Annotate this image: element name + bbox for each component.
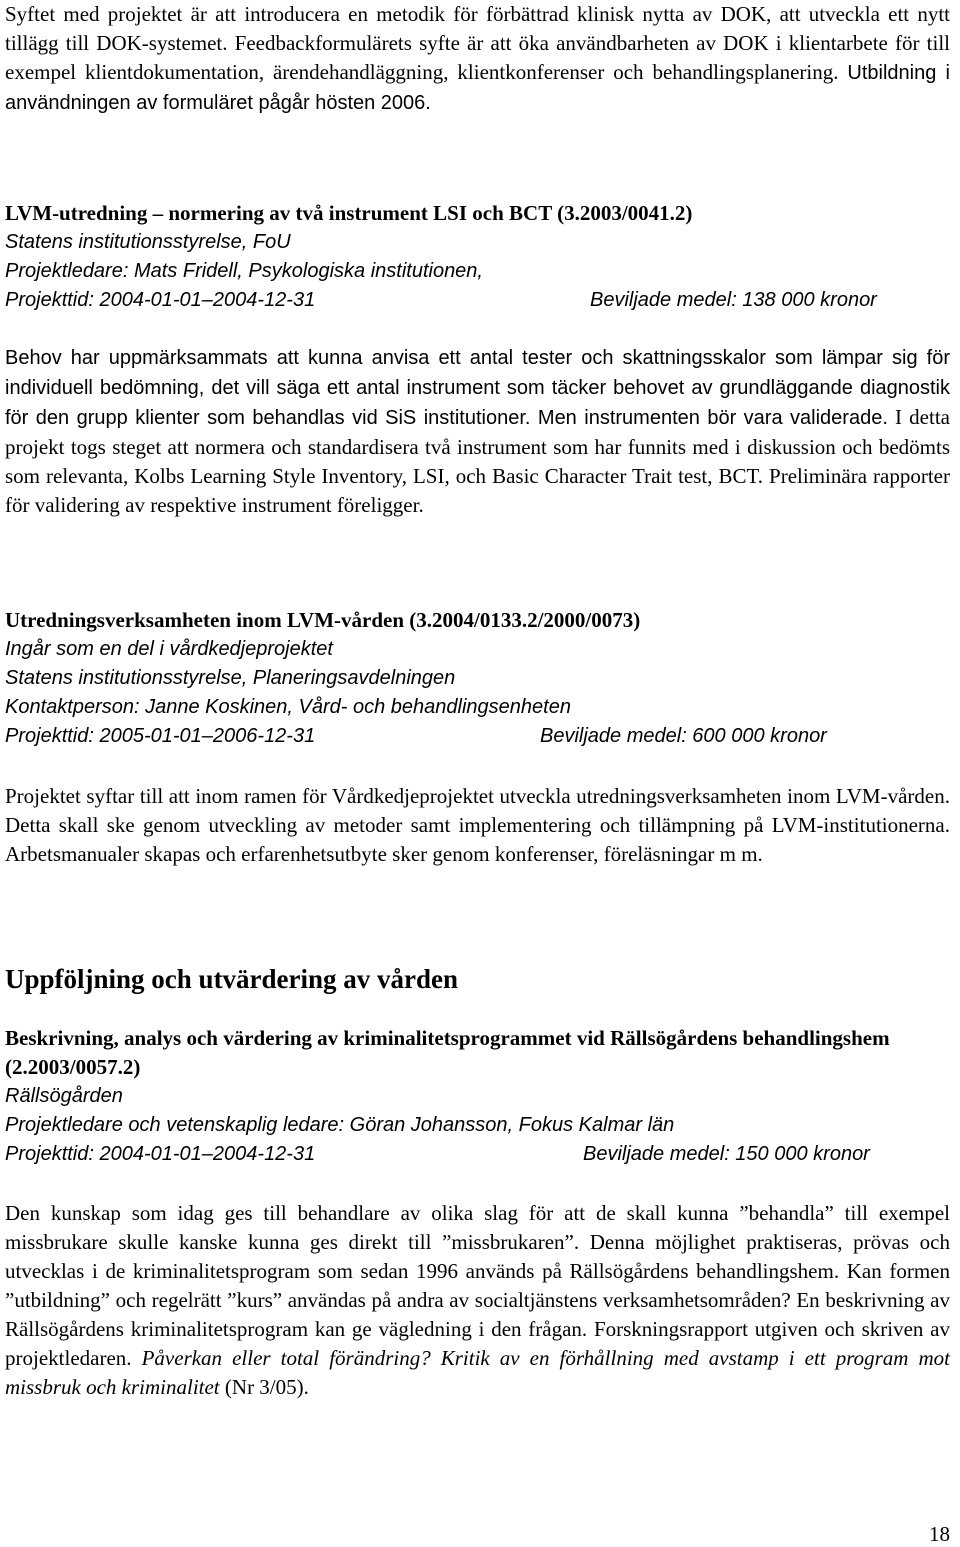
intro-paragraph: [5, 0, 950, 118]
project-utredningsverksamheten: [5, 606, 950, 751]
project-period: Projekttid: 2005-01-01–2006-12-31: [5, 725, 316, 747]
intro-text: Syftet med projektet är att introducera en metodik för förbättrad klinisk nytta av DOK, att utveckla ett nytt tillägg till DOK-systemet. Feedbackformulärets syfte är att öka användbarheten av DOK i klientarbete för till exempel klientdokumentation, ärendehandläggning, klientkonferenser och behandlingsplanering.: [5, 2, 950, 84]
project-funds: Beviljade medel: 600 000 kronor: [540, 725, 827, 747]
project-contact: Kontaktperson: Janne Koskinen, Vård- och behandlingsenheten: [5, 696, 571, 718]
project-organisation: Rällsögården: [5, 1085, 123, 1107]
project-organisation: Statens institutionsstyrelse, Planeringsavdelningen: [5, 667, 456, 689]
project-period: Projekttid: 2004-01-01–2004-12-31: [5, 1143, 316, 1165]
project-period-row: [5, 286, 950, 315]
project-period: Projekttid: 2004-01-01–2004-12-31: [5, 289, 316, 311]
report-number: (Nr 3/05).: [224, 1375, 309, 1399]
report-title: Påverkan eller total förändring? Kritik av en förhållning med avstamp i ett program mot missbruk och kriminalitet: [5, 1346, 951, 1399]
project-utredning-description: [5, 782, 950, 869]
project-title: Beskrivning, analys och värdering av kriminalitetsprogrammet vid Rällsögårdens behandlingshem (2.2003/0057.2): [5, 1026, 890, 1079]
project-lvm-description: [5, 343, 950, 520]
project-description-part2: I detta projekt togs steget att normera och standardisera två instrument som har funnits med i diskussion och bedömts som relevanta, Kolbs Learning Style Inventory, LSI, och Basic Character Trait test, BCT. Preliminära rapporter för validering av respektive instrument föreligger.: [5, 405, 950, 517]
project-rallsogarden-description: [5, 1199, 950, 1402]
section-heading-block: [5, 962, 950, 996]
project-funds: Beviljade medel: 138 000 kronor: [590, 289, 877, 311]
project-lvm-utredning: [5, 199, 950, 315]
project-title: LVM-utredning – normering av två instrument LSI och BCT (3.2003/0041.2): [5, 201, 693, 225]
project-leader: Projektledare och vetenskaplig ledare: Göran Johansson, Fokus Kalmar län: [5, 1114, 675, 1136]
project-period-row: [5, 1140, 950, 1169]
section-heading: Uppföljning och utvärdering av vården: [5, 964, 459, 994]
page-number: 18: [929, 1522, 950, 1546]
project-funds: Beviljade medel: 150 000 kronor: [583, 1143, 870, 1165]
project-rallsogarden: [5, 1024, 950, 1169]
project-period-row: [5, 722, 950, 751]
project-leader: Projektledare: Mats Fridell, Psykologiska institutionen,: [5, 260, 483, 282]
project-title: Utredningsverksamheten inom LVM-vården (3.2004/0133.2/2000/0073): [5, 608, 641, 632]
project-description: Projektet syftar till att inom ramen för Vårdkedjeprojektet utveckla utredningsverksamheten inom LVM-vården. Detta skall ske genom utveckling av metoder samt implementering och tillämpning på LVM-institutionerna. Arbetsmanualer skapas och erfarenhetsutbyte sker genom konferenser, föreläsningar m m.: [5, 784, 950, 866]
project-description-part1: Behov har uppmärksammats att kunna anvisa ett antal tester och skattningsskalor som lämpar sig för individuell bedömning, det vill säga ett antal instrument som täcker behovet av grundläggande diagnostik för den grupp klienter som behandlas vid SiS institutioner. Men instrumenten bör vara validerade.: [5, 347, 950, 429]
project-part-of: Ingår som en del i vårdkedjeprojektet: [5, 638, 333, 660]
intro-training-note: Utbildning i användningen av formuläret pågår hösten 2006.: [5, 62, 951, 114]
project-description: Den kunskap som idag ges till behandlare av olika slag för att de skall kunna ”behandla” till exempel missbrukare skulle kanske kunna ges direkt till ”missbrukaren”. Denna möjlighet praktiseras, prövas och utvecklas i de kriminalitetsprogram som sedan 1996 används på Rällsögårdens behandlingshem. Kan formen ”utbildning” och regelrätt ”kurs” användas på andra av socialtjänstens verksamhetsområden? En beskrivning av Rällsögårdens kriminalitetsprogram kan ge vägledning i den frågan. Forskningsrapport utgiven och skriven av projektledaren.: [5, 1201, 950, 1370]
project-organisation: Statens institutionsstyrelse, FoU: [5, 231, 291, 253]
